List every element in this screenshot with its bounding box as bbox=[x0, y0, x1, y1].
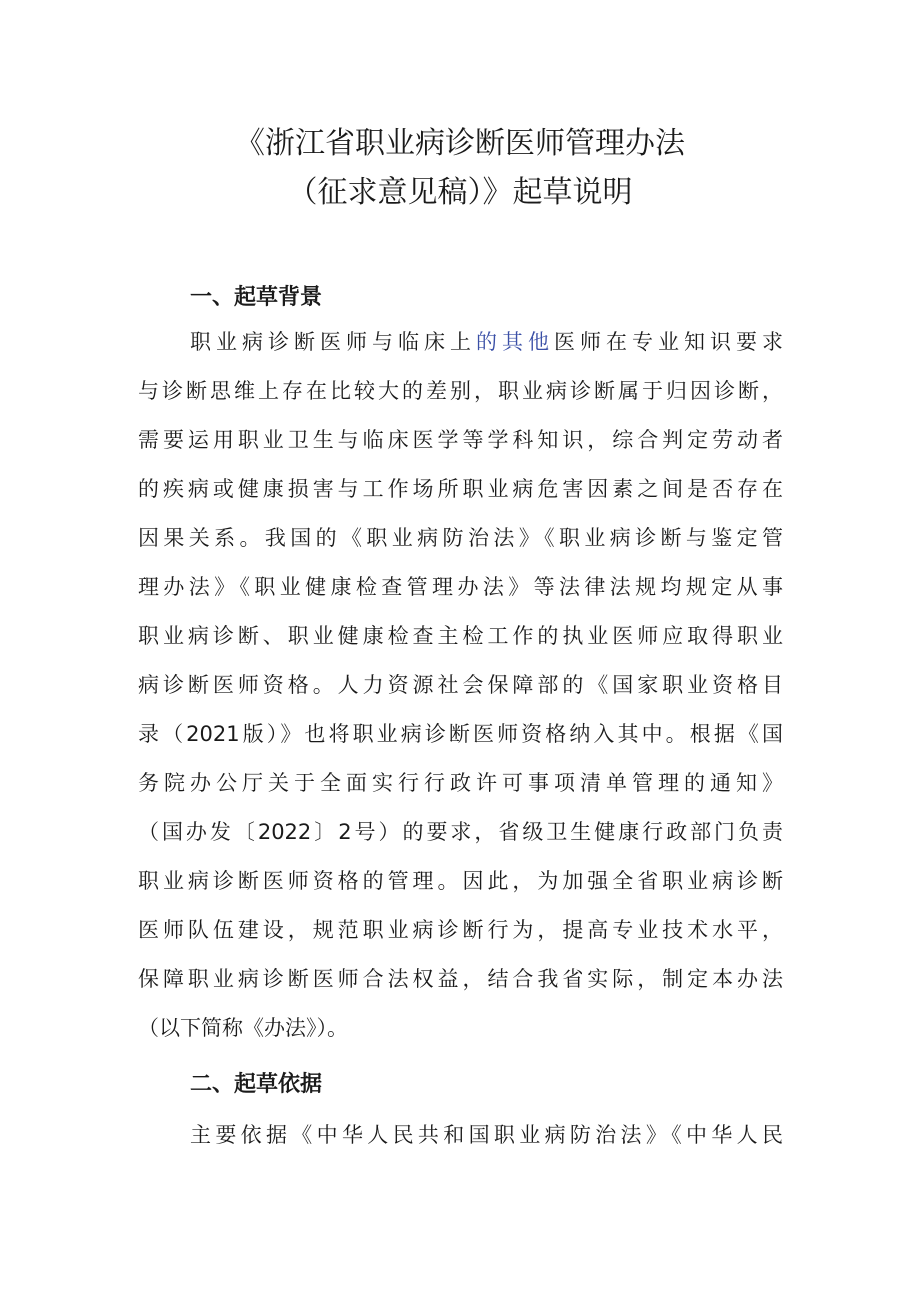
paragraph-line: （以下简称《办法》）。 bbox=[138, 1016, 348, 1040]
paragraph-line: 医师队伍建设，规范职业病诊断行为，提高专业技术水平， bbox=[138, 918, 783, 942]
paragraph-line: 与诊断思维上存在比较大的差别，职业病诊断属于归因诊断， bbox=[138, 379, 783, 403]
paragraph-line: 职业病诊断、职业健康检查主检工作的执业医师应取得职业 bbox=[138, 624, 783, 648]
paragraph-line: 的疾病或健康损害与工作场所职业病危害因素之间是否存在 bbox=[138, 477, 783, 501]
section-heading-basis: 二、起草依据 bbox=[190, 1072, 323, 1097]
document-title-line-1: 《浙江省职业病诊断医师管理办法 bbox=[235, 126, 685, 161]
paragraph-line: 因果关系。我国的《职业病防治法》《职业病诊断与鉴定管 bbox=[138, 526, 783, 550]
paragraph-line: 务院办公厅关于全面实行行政许可事项清单管理的通知》 bbox=[138, 771, 783, 795]
document-title-line-2: （征求意见稿）》起草说明 bbox=[287, 175, 633, 210]
section-heading-background: 一、起草背景 bbox=[190, 285, 323, 310]
paragraph-line bbox=[190, 327, 783, 357]
paragraph-line: 需要运用职业卫生与临床医学等学科知识，综合判定劳动者 bbox=[138, 428, 783, 452]
paragraph-line: 理办法》《职业健康检查管理办法》等法律法规均规定从事 bbox=[138, 575, 783, 599]
text-run: 医师在专业知识要求 bbox=[554, 330, 783, 354]
paragraph-line: （国办发〔2022〕2号）的要求，省级卫生健康行政部门负责 bbox=[138, 820, 783, 844]
paragraph-line: 保障职业病诊断医师合法权益，结合我省实际，制定本办法 bbox=[138, 967, 783, 991]
paragraph-line: 病诊断医师资格。人力资源社会保障部的《国家职业资格目 bbox=[138, 673, 783, 697]
paragraph-line: 职业病诊断医师资格的管理。因此，为加强全省职业病诊断 bbox=[138, 869, 783, 893]
paragraph-line: 主要依据《中华人民共和国职业病防治法》《中华人民 bbox=[190, 1123, 783, 1147]
text-run: 职业病诊断医师与临床上 bbox=[190, 330, 476, 354]
paragraph-line: 录（2021版）》也将职业病诊断医师资格纳入其中。根据《国 bbox=[138, 722, 783, 746]
highlighted-text-run: 的其他 bbox=[476, 330, 554, 354]
